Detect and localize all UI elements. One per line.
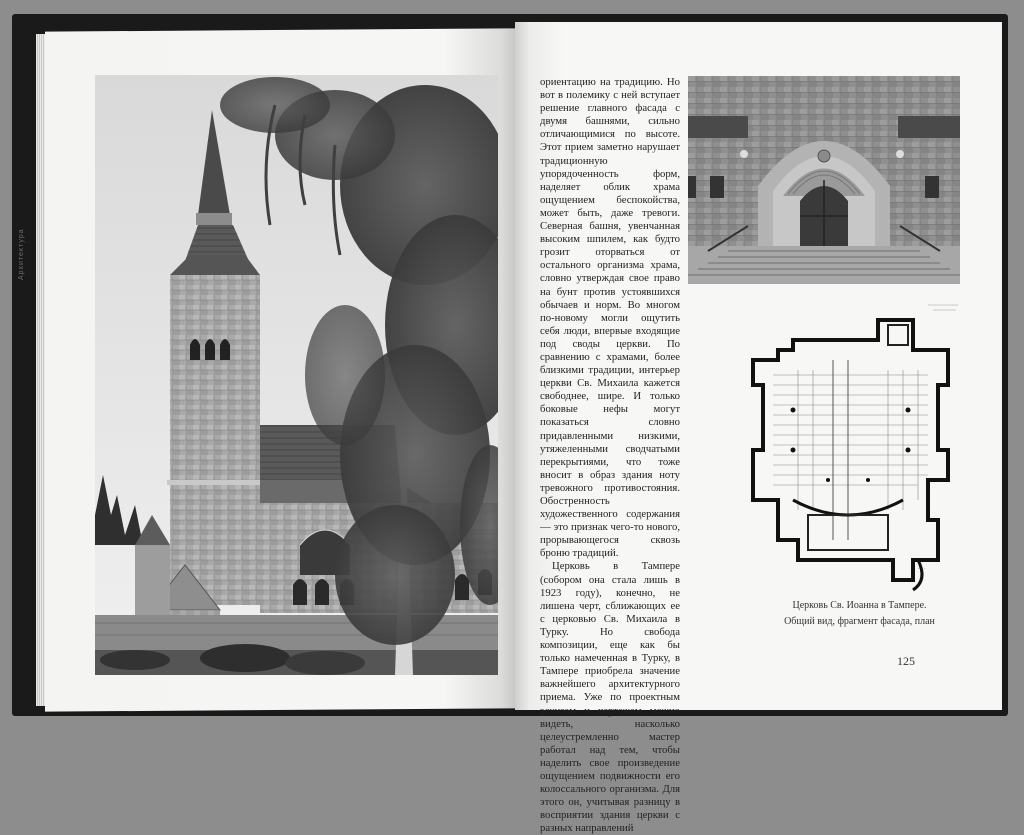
paragraph-2: Церковь в Тампере (собором она стала лишь в 1923 году), конечно, не лишена черт, сближающих ее с церковью Св. Михаила в Турку. Но свобода композиции, еще как бы только намеченная в Турку, в Тампере приобрела значение важнейшего архитектурного приема. Уже по проектным эскизам и чертежам можно видеть, насколько целеустремленно мастер работал над тем, чтобы наделить свое произведение ощущением подвижности его колоссального организма. Для этого он, учитывая разницу в восприятии здания церкви с разных направлений	[540, 560, 680, 835]
caption-line-2: Общий вид, фрагмент фасада, план	[784, 616, 935, 627]
page-number: 125	[897, 654, 915, 668]
caption-line-1: Церковь Св. Иоанна в Тампере.	[792, 600, 927, 611]
figure-caption	[752, 598, 967, 630]
svg-text:· · ·: · · ·	[918, 567, 926, 572]
paragraph-1: ориентацию на традицию. Но вот в полемику с ней вступает решение главного фасада с двумя башнями, сильно отличающимися по высоте. Этот прием заметно нарушает традиционную упорядоченность форм, наделяет облик храма ощущением беспокойства, может быть, даже тревоги. Северная башня, увенчанная высоким шпилем, как будто грозит оторваться от остального организма храма, словно утверждая свое право на бунт против устоявшихся обычаев и норм. Во многом по-новому могли ощутить себя люди, впервые входящие под своды церкви. По сравнению с храмами, более близкими традиции, интерьер церкви Св. Михаила кажется свободнее, шире. И только боковые нефы могут показаться словно придавленными низкими, утяжеленными сводчатыми перекрытиями, что тоже вносит в образ здания ноту тревожного противостояния. Обостренность художественного содержания — это признак чего-то нового, прорывающегося сквозь броню традиций.	[540, 76, 680, 560]
church-photo	[95, 75, 498, 675]
portal-photo	[688, 76, 960, 284]
body-text-column	[540, 76, 680, 835]
spine-title: Архитектура	[18, 228, 25, 280]
floor-plan-drawing	[738, 300, 963, 595]
